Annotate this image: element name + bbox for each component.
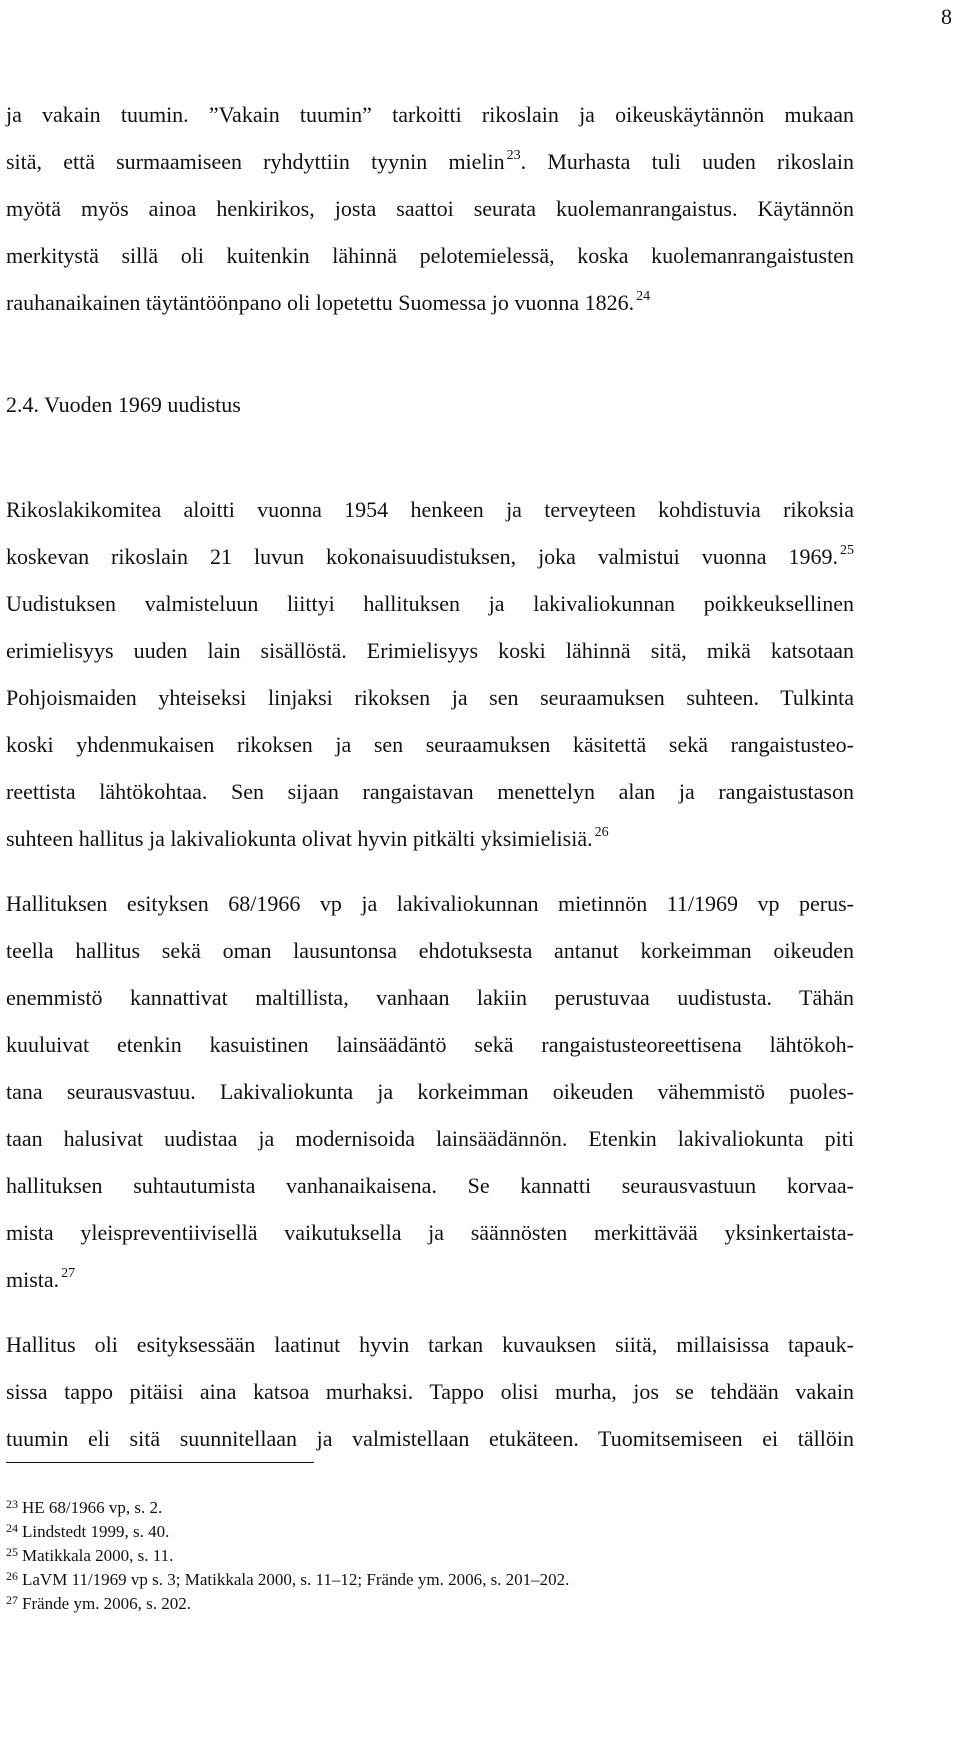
body-text-line: teella hallitus sekä oman lausuntonsa ehdotuksesta antanut korkeimman oikeuden <box>6 938 854 963</box>
body-text-line: tana seurausvastuu. Lakivaliokunta ja korkeimman oikeuden vähemmistö puoles- <box>6 1079 854 1104</box>
body-text-line: Rikoslakikomitea aloitti vuonna 1954 henkeen ja terveyteen kohdistuvia rikoksia <box>6 497 854 522</box>
body-text-line: hallituksen suhtautumista vanhanaikaisena. Se kannatti seurausvastuun korvaa- <box>6 1173 854 1198</box>
body-text-line: merkitystä sillä oli kuitenkin lähinnä pelotemielessä, koska kuolemanrangaistusten <box>6 243 854 268</box>
body-text-line: enemmistö kannattivat maltillista, vanhaan lakiin perustuvaa uudistusta. Tähän <box>6 985 854 1010</box>
body-text-line: Hallitus oli esityksessään laatinut hyvin tarkan kuvauksen siitä, millaisissa tapauk- <box>6 1332 854 1357</box>
footnote: $^{26}$ LaVM 11/1969 vp s. 3; Matikkala 2000, s. 11–12; Frände ym. 2006, s. 201–202. <box>6 1569 570 1589</box>
footnote-ref[interactable]: 23 <box>506 148 521 163</box>
body-text-line: rauhanaikainen täytäntöönpano oli lopetettu Suomessa jo vuonna 1826. $^{24}$ <box>6 289 651 315</box>
footnote: $^{23}$ HE 68/1966 vp, s. 2. <box>6 1497 163 1517</box>
footnote: $^{27}$ Frände ym. 2006, s. 202. <box>6 1593 192 1613</box>
footnote-separator <box>6 1462 314 1463</box>
body-text-line: reettista lähtökohtaa. Sen sijaan rangaistavan menettelyn alan ja rangaistustason <box>6 779 854 804</box>
body-text-line: mista. $^{27}$ <box>6 1266 76 1292</box>
footnote: $^{25}$ Matikkala 2000, s. 11. <box>6 1545 174 1565</box>
body-text-line: suhteen hallitus ja lakivaliokunta olivat hyvin pitkälti yksimielisiä. $^{26}$ <box>6 825 609 851</box>
body-text-line: Uudistuksen valmisteluun liittyi hallituksen ja lakivaliokunnan poikkeuksellinen <box>6 591 854 616</box>
footnote-ref[interactable]: 24 <box>636 289 651 304</box>
footnote: $^{24}$ Lindstedt 1999, s. 40. <box>6 1521 170 1541</box>
body-text-line: koskevan rikoslain 21 luvun kokonaisuudistuksen, joka valmistui vuonna 1969. $^{25}$ <box>6 543 854 569</box>
section-heading: 2.4. Vuoden 1969 uudistus <box>6 392 241 417</box>
footnote-ref[interactable]: 26 <box>594 825 609 840</box>
body-text-line: mista yleispreventiivisellä vaikutuksella ja säännösten merkittävää yksinkertaista- <box>6 1220 854 1245</box>
body-text-line: kuuluivat etenkin kasuistinen lainsäädäntö sekä rangaistusteoreettisena lähtökoh- <box>6 1032 854 1057</box>
body-text-line: koski yhdenmukaisen rikoksen ja sen seuraamuksen käsitettä sekä rangaistusteo- <box>6 732 854 757</box>
body-text-line: erimielisyys uuden lain sisällöstä. Erimielisyys koski lähinnä sitä, mikä katsotaan <box>6 638 854 663</box>
body-text-line: sitä, että surmaamiseen ryhdyttiin tyynin mielin $^{23}$. Murhasta tuli uuden rikoslain <box>6 148 854 174</box>
body-text-line: Hallituksen esityksen 68/1966 vp ja lakivaliokunnan mietinnön 11/1969 vp perus- <box>6 891 854 916</box>
footnote-ref[interactable]: 25 <box>840 543 854 558</box>
body-text-line: taan halusivat uudistaa ja modernisoida lainsäädännön. Etenkin lakivaliokunta piti <box>6 1126 854 1151</box>
footnote-ref[interactable]: 27 <box>61 1266 76 1281</box>
page-number: 8 <box>941 4 952 29</box>
body-text-line: myötä myös ainoa henkirikos, josta saattoi seurata kuolemanrangaistus. Käytännön <box>6 196 854 221</box>
body-text-line: ja vakain tuumin. ”Vakain tuumin” tarkoitti rikoslain ja oikeuskäytännön mukaan <box>6 102 854 127</box>
body-text-line: sissa tappo pitäisi aina katsoa murhaksi. Tappo olisi murha, jos se tehdään vakain <box>6 1379 854 1404</box>
body-text-line: tuumin eli sitä suunnitellaan ja valmistellaan etukäteen. Tuomitsemiseen ei tällöin <box>6 1426 854 1451</box>
body-text-line: Pohjoismaiden yhteiseksi linjaksi rikoksen ja sen seuraamuksen suhteen. Tulkinta <box>6 685 854 710</box>
